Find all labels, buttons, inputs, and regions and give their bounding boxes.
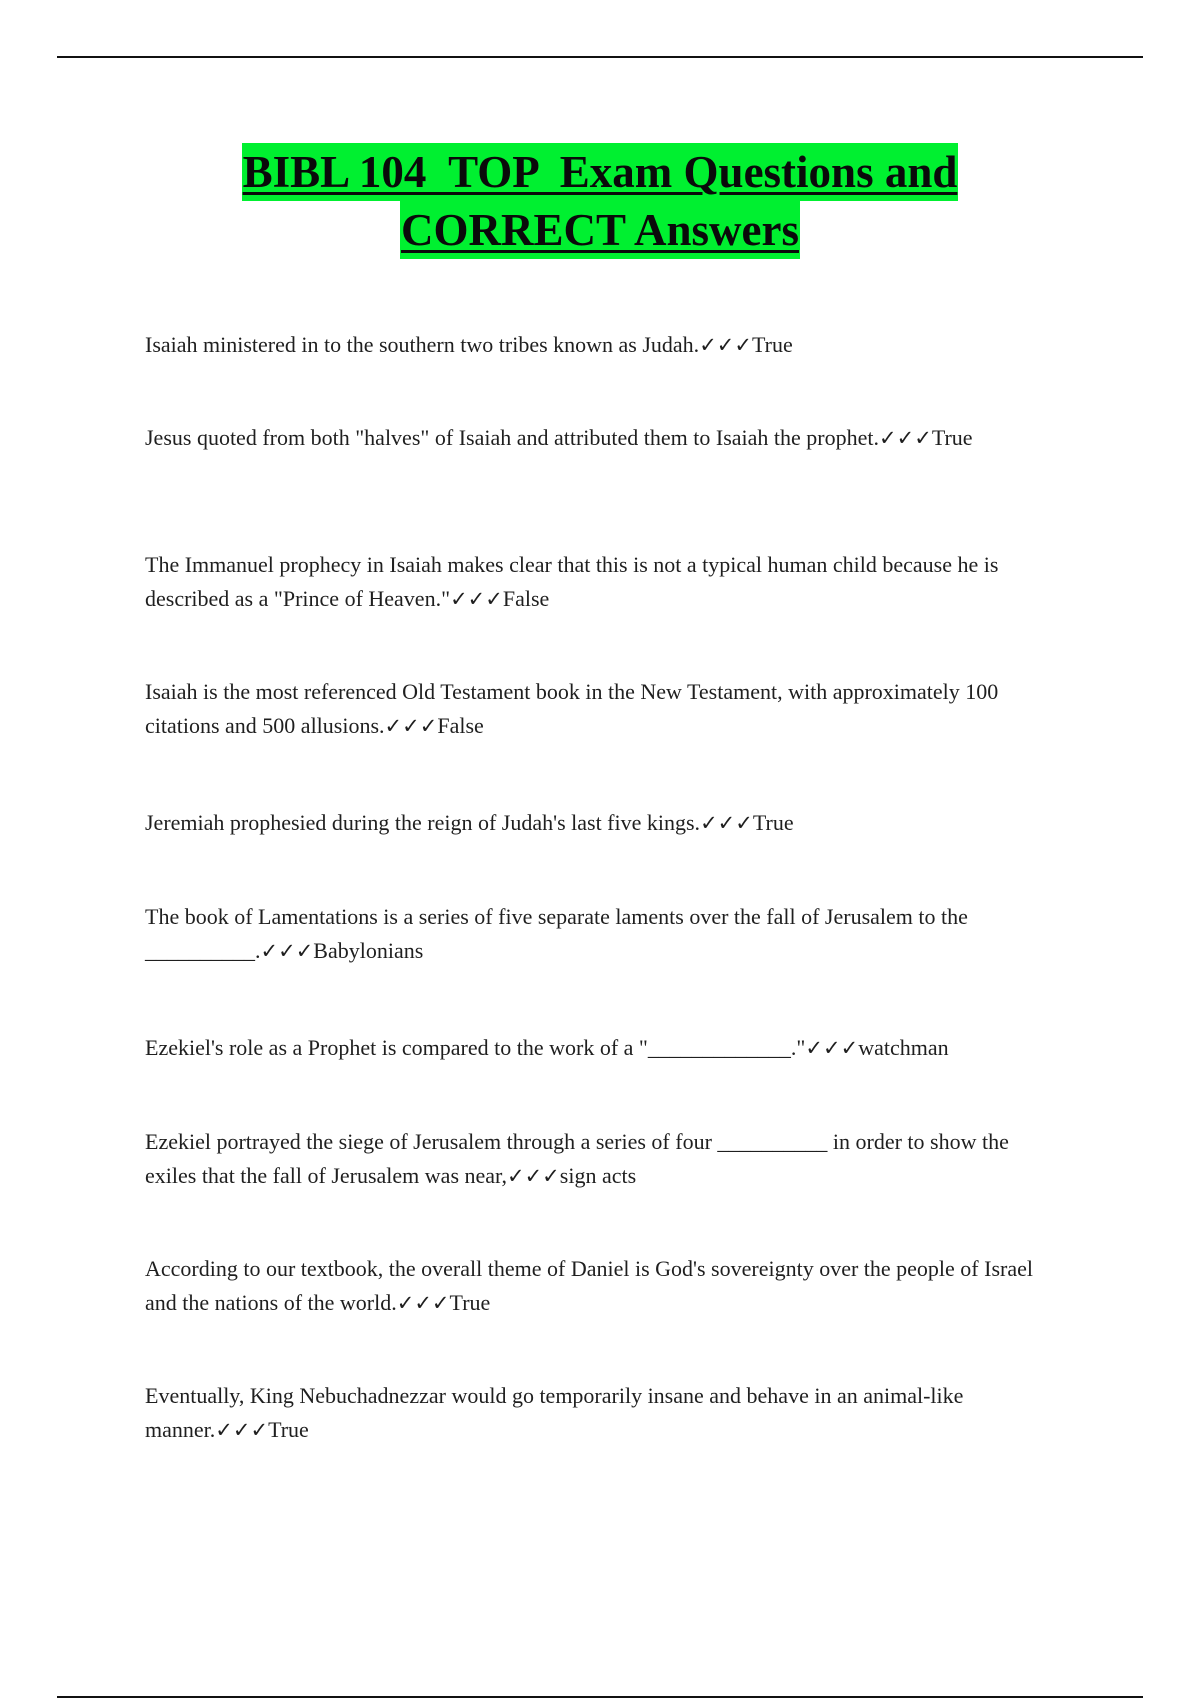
check-marks-icon: ✓✓✓: [260, 939, 314, 963]
qa-item-7: [145, 1031, 1065, 1065]
qa-item-1: [145, 328, 1065, 362]
top-rule: [57, 56, 1143, 58]
question-text: Eventually, King Nebuchadnezzar would go temporarily insane and behave in an animal-like manner.: [145, 1383, 964, 1442]
check-marks-icon: ✓✓✓: [384, 714, 438, 738]
answer-text: False: [437, 713, 484, 738]
check-marks-icon: ✓✓✓: [879, 426, 932, 450]
qa-item-8: [145, 1125, 1065, 1193]
answer-text: True: [752, 810, 794, 835]
qa-item-5: [145, 806, 1065, 840]
check-marks-icon: ✓✓✓: [506, 1164, 560, 1188]
question-text: The book of Lamentations is a series of five separate laments over the fall of Jerusalem to the __________.: [145, 904, 968, 963]
title-line-2: CORRECT Answers: [400, 201, 800, 259]
qa-item-4: [145, 675, 1065, 743]
answer-text: watchman: [858, 1035, 949, 1060]
question-text: Isaiah ministered in to the southern two tribes known as Judah.: [145, 332, 700, 357]
question-text: Ezekiel's role as a Prophet is compared to the work of a "_____________.": [145, 1035, 806, 1060]
question-text: Jesus quoted from both "halves" of Isaiah and attributed them to Isaiah the prophet.: [145, 425, 880, 450]
check-marks-icon: ✓✓✓: [396, 1291, 450, 1315]
bottom-rule: [57, 1696, 1143, 1698]
answer-text: True: [931, 425, 973, 450]
title-line-1: BIBL 104 TOP Exam Questions and: [242, 143, 959, 201]
answer-text: True: [268, 1417, 309, 1442]
check-marks-icon: ✓✓✓: [215, 1418, 269, 1442]
check-marks-icon: ✓✓✓: [450, 587, 503, 611]
answer-text: False: [502, 586, 550, 611]
question-text: Ezekiel portrayed the siege of Jerusalem through a series of four __________ in order to show the exiles that the fall of Jerusalem was near,: [145, 1129, 1009, 1188]
check-marks-icon: ✓✓✓: [805, 1036, 859, 1060]
qa-item-6: [145, 900, 1065, 968]
answer-text: True: [751, 332, 793, 357]
check-marks-icon: ✓✓✓: [699, 333, 752, 357]
question-text: The Immanuel prophecy in Isaiah makes clear that this is not a typical human child because he is described as a "Prince of Heaven.": [145, 552, 999, 611]
answer-text: sign acts: [559, 1163, 637, 1188]
qa-item-3: [145, 548, 1065, 616]
question-text: Jeremiah prophesied during the reign of Judah's last five kings.: [145, 810, 701, 835]
check-marks-icon: ✓✓✓: [700, 811, 753, 835]
question-text: Isaiah is the most referenced Old Testament book in the New Testament, with approximately 100 citations and 500 allusions.: [145, 679, 999, 738]
question-text: According to our textbook, the overall theme of Daniel is God's sovereignty over the people of Israel and the nations of the world.: [145, 1256, 1033, 1315]
answer-text: True: [449, 1290, 491, 1315]
qa-item-2: [145, 421, 1065, 455]
answer-text: Babylonians: [313, 938, 424, 963]
document-title: [0, 143, 1200, 259]
qa-item-10: [145, 1379, 1065, 1447]
qa-item-9: [145, 1252, 1065, 1320]
